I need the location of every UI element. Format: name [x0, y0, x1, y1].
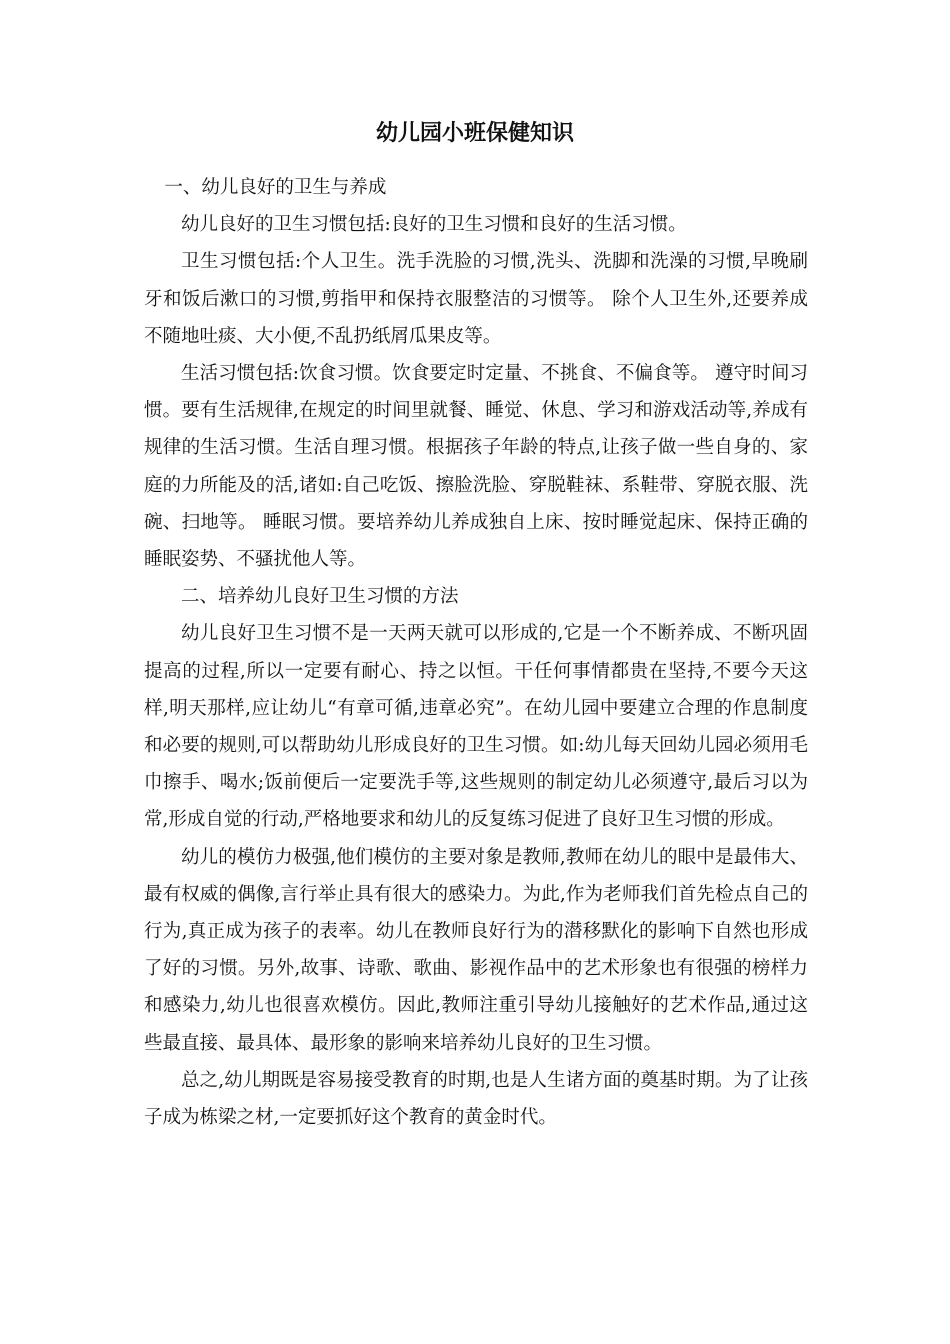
section-heading-2: 二、培养幼儿良好卫生习惯的方法 — [181, 586, 459, 608]
paragraph-life-habits: 生活习惯包括:饮食习惯。饮食要定时定量、不挑食、不偏食等。 遵守时间习惯。要有生活规律,在规定的时间里就餐、睡觉、休息、学习和游戏活动等,养成有规律的生活习惯。生活自理习惯。根据孩子年龄的特点,让孩子做一些自身的、家庭的力所能及的活,诸如:自己吃饭、擦脸洗脸、穿脱鞋袜、系鞋带、穿脱衣服、洗碗、扫地等。 睡眠习惯。要培养幼儿养成独自上床、按时睡觉起床、保持正确的睡眠姿势、不骚扰他人等。 — [144, 363, 808, 571]
section-heading-1: 一、幼儿良好的卫生与养成 — [164, 177, 387, 198]
paragraph-conclusion: 总之,幼儿期既是容易接受教育的时期,也是人生诸方面的奠基时期。为了让孩子成为栋梁之材,一定要抓好这个教育的黄金时代。 — [144, 1069, 808, 1129]
paragraph-imitation: 幼儿的模仿力极强,他们模仿的主要对象是教师,教师在幼儿的眼中是最伟大、最有权威的偶像,言行举止具有很大的感染力。为此,作为老师我们首先检点自己的行为,真正成为孩子的表率。幼儿在教师良好行为的潜移默化的影响下自然也形成了好的习惯。另外,故事、诗歌、歌曲、影视作品中的艺术形象也有很强的榜样力和感染力,幼儿也很喜欢模仿。因此,教师注重引导幼儿接触好的艺术作品,通过这些最直接、最具体、最形象的影响来培养幼儿良好的卫生习惯。 — [144, 846, 808, 1054]
paragraph-hygiene-overview: 幼儿良好的卫生习惯包括:良好的卫生习惯和良好的生活习惯。 — [181, 214, 687, 236]
document-title: 幼儿园小班保健知识 — [375, 121, 574, 146]
paragraph-hygiene-habits: 卫生习惯包括:个人卫生。洗手洗脸的习惯,洗头、洗脚和洗澡的习惯,早晚刷牙和饭后漱口的习惯,剪指甲和保持衣服整洁的习惯等。 除个人卫生外,还要养成不随地吐痰、大小便,不乱扔纸屑瓜果皮等。 — [144, 251, 808, 347]
paragraph-methods: 幼儿良好卫生习惯不是一天两天就可以形成的,它是一个不断养成、不断巩固提高的过程,所以一定要有耐心、持之以恒。干任何事情都贵在坚持,不要今天这样,明天那样,应让幼儿“有章可循,违章必究”。在幼儿园中要建立合理的作息制度和必要的规则,可以帮助幼儿形成良好的卫生习惯。如:幼儿每天回幼儿园必须用毛巾擦手、喝水;饭前便后一定要洗手等,这些规则的制定幼儿必须遵守,最后习以为常,形成自觉的行动,严格地要求和幼儿的反复练习促进了良好卫生习惯的形成。 — [144, 623, 808, 831]
document-body — [144, 169, 808, 1136]
